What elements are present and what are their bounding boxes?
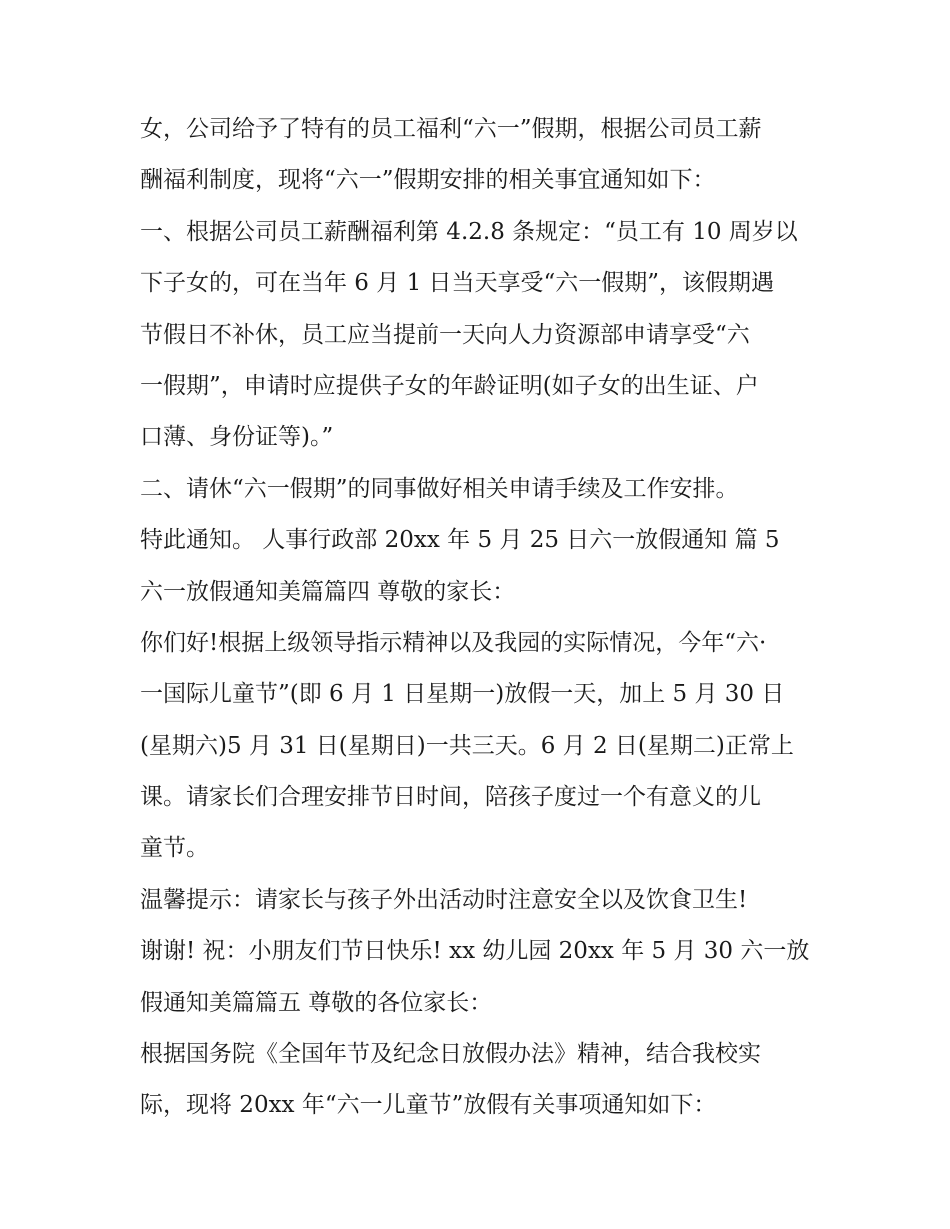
text-line: 节假日不补休，员工应当提前一天向人力资源部申请享受“六 [140, 321, 750, 348]
text-line: 童节。 [140, 835, 209, 862]
text-line: 六一放假通知美篇篇四 尊敬的家长： [140, 578, 516, 605]
text-line: 口薄、身份证等)。” [140, 424, 334, 451]
text-line: 二、请休“六一假期”的同事做好相关申请手续及工作安排。 [140, 475, 739, 502]
text-line: 课。请家长们合理安排节日时间，陪孩子度过一个有意义的儿 [140, 784, 761, 811]
text-line: 你们好!根据上级领导指示精神以及我园的实际情况，今年“六· [140, 629, 767, 656]
text-line: 下子女的，可在当年 6 月 1 日当天享受“六一假期”，该假期遇 [140, 270, 775, 297]
text-line: 女，公司给予了特有的员工福利“六一”假期，根据公司员工薪 [140, 116, 762, 142]
text-line: 假通知美篇篇五 尊敬的各位家长： [140, 989, 493, 1016]
text-line: 酬福利制度，现将“六一”假期安排的相关事宜通知如下： [140, 167, 716, 194]
text-line: (星期六)5 月 31 日(星期日)一共三天。6 月 2 日(星期二)正常上 [140, 732, 794, 759]
text-line: 一、根据公司员工薪酬福利第 4.2.8 条规定：“员工有 10 周岁以 [140, 218, 798, 245]
text-line: 一国际儿童节”(即 6 月 1 日星期一)放假一天，加上 5 月 30 日 [140, 681, 785, 708]
text-line: 谢谢! 祝：小朋友们节日快乐! xx 幼儿园 20xx 年 5 月 30 六一放 [140, 938, 810, 965]
body-text [140, 104, 820, 1132]
text-line: 特此通知。 人事行政部 20xx 年 5 月 25 日六一放假通知 篇 5 [140, 527, 780, 554]
text-line: 一假期”，申请时应提供子女的年龄证明(如子女的出生证、户 [140, 372, 759, 399]
text-line: 温馨提示：请家长与孩子外出活动时注意安全以及饮食卫生! [140, 886, 748, 913]
text-line: 根据国务院《全国年节及纪念日放假办法》精神，结合我校实 [140, 1041, 761, 1068]
text-line: 际，现将 20xx 年“六一儿童节”放假有关事项通知如下： [140, 1092, 717, 1119]
